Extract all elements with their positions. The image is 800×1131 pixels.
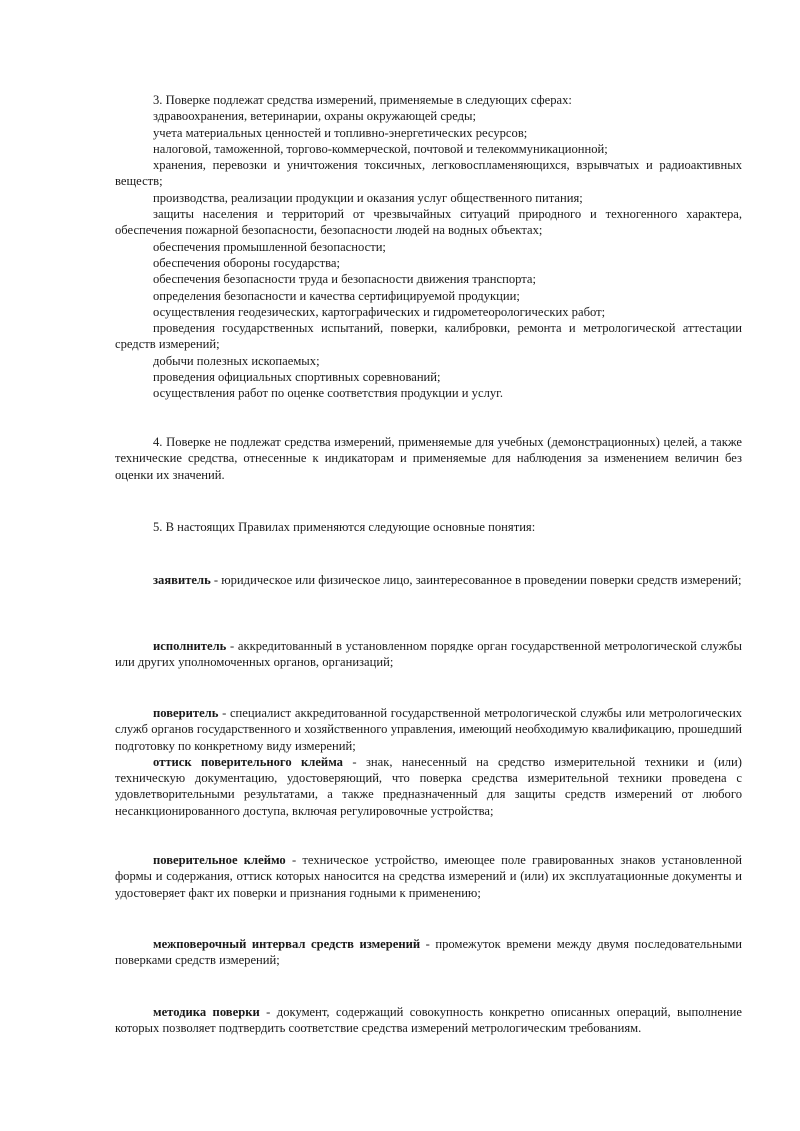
section-4-text: 4. Поверке не подлежат средства измерений, применяемые для учебных (демонстрационных) целей, а также технические средства, отнесенные к индикаторам и применяемые для наблюдения за изменением величин без оценки их значений. bbox=[115, 435, 742, 482]
list-item: здравоохранения, ветеринарии, охраны окружающей среды; bbox=[153, 109, 477, 124]
definition-term: поверительное клеймо bbox=[153, 853, 286, 867]
list-item: обеспечения промышленной безопасности; bbox=[153, 239, 386, 254]
section-3-intro: 3. Поверке подлежат средства измерений, применяемые в следующих сферах: bbox=[153, 93, 572, 107]
list-item: обеспечения обороны государства; bbox=[153, 255, 340, 270]
definition-text: - техническое устройство, имеющее поле гравированных знаков установленной формы и содержания, оттиск которых наносится на средства измерений и (или) их эксплуатационные документы и удостоверяет факт их поверки и признания годными к применению; bbox=[115, 853, 743, 900]
definition-verifier bbox=[115, 705, 742, 819]
definition-term: методика поверки bbox=[153, 1005, 260, 1019]
definition-term: поверитель bbox=[153, 706, 219, 720]
list-item: производства, реализации продукции и оказания услуг общественного питания; bbox=[153, 190, 583, 205]
list-item: учета материальных ценностей и топливно-энергетических ресурсов; bbox=[153, 125, 528, 140]
list-item: определения безопасности и качества сертифицируемой продукции; bbox=[153, 288, 520, 303]
section-5 bbox=[115, 519, 742, 535]
section-3 bbox=[115, 92, 742, 402]
definition-text: - документ, содержащий совокупность конкретно описанных операций, выполнение которых позволяет подтвердить соответствие средства измерений метрологическим требованиям. bbox=[115, 1005, 743, 1036]
definition-applicant bbox=[115, 572, 742, 588]
definition-interval bbox=[115, 936, 742, 969]
list-item: проведения государственных испытаний, поверки, калибровки, ремонта и метрологической аттестации средств измерений; bbox=[115, 321, 742, 352]
list-item: осуществления работ по оценке соответствия продукции и услуг. bbox=[153, 386, 504, 401]
definition-method bbox=[115, 1004, 742, 1037]
definition-text: - юридическое или физическое лицо, заинтересованное в проведении поверки средств измерений; bbox=[210, 573, 742, 587]
definition-text: - специалист аккредитованной государственной метрологической службы или метрологических служб органов государственного и хозяйственного управления, имеющий необходимую квалификацию, прошедший подготовку по конкретному виду измерений; bbox=[115, 706, 742, 753]
list-item: обеспечения безопасности труда и безопасности движения транспорта; bbox=[153, 272, 537, 287]
list-item: осуществления геодезических, картографических и гидрометеорологических работ; bbox=[153, 304, 606, 319]
definition-term: исполнитель bbox=[153, 639, 227, 653]
definition-text: - аккредитованный в установленном порядке орган государственной метрологической службы или других уполномоченных органов, организаций; bbox=[115, 639, 742, 670]
definition-executor bbox=[115, 638, 742, 671]
list-item: добычи полезных ископаемых; bbox=[153, 353, 320, 368]
list-item: проведения официальных спортивных соревнований; bbox=[153, 370, 441, 385]
list-item: налоговой, таможенной, торгово-коммерческой, почтовой и телекоммуникационной; bbox=[153, 141, 608, 156]
definition-term: межповерочный интервал средств измерений bbox=[153, 937, 421, 951]
list-item: защиты населения и территорий от чрезвычайных ситуаций природного и техногенного характера, обеспечения пожарной безопасности, безопасности людей на водных объектах; bbox=[115, 207, 742, 238]
definition-term: оттиск поверительного клейма bbox=[153, 754, 343, 769]
definition-text: - знак, нанесенный на средство измерительной техники и (или) техническую документацию, удостоверяющий, что поверка средства измерительной техники проведена с удовлетворительными результатами, а также предназначенный для защиты средств измерений от любого несанкционированного доступа, включая регулировочные устройства; bbox=[115, 754, 742, 818]
definition-stamp bbox=[115, 852, 742, 901]
list-item: хранения, перевозки и уничтожения токсичных, легковоспламеняющихся, взрывчатых и радиоактивных веществ; bbox=[115, 158, 742, 189]
definition-text: - промежуток времени между двумя последовательными поверками средств измерений; bbox=[115, 937, 742, 968]
definition-term: заявитель bbox=[153, 573, 211, 587]
section-4 bbox=[115, 434, 742, 483]
section-5-text: 5. В настоящих Правилах применяются следующие основные понятия: bbox=[153, 520, 536, 534]
